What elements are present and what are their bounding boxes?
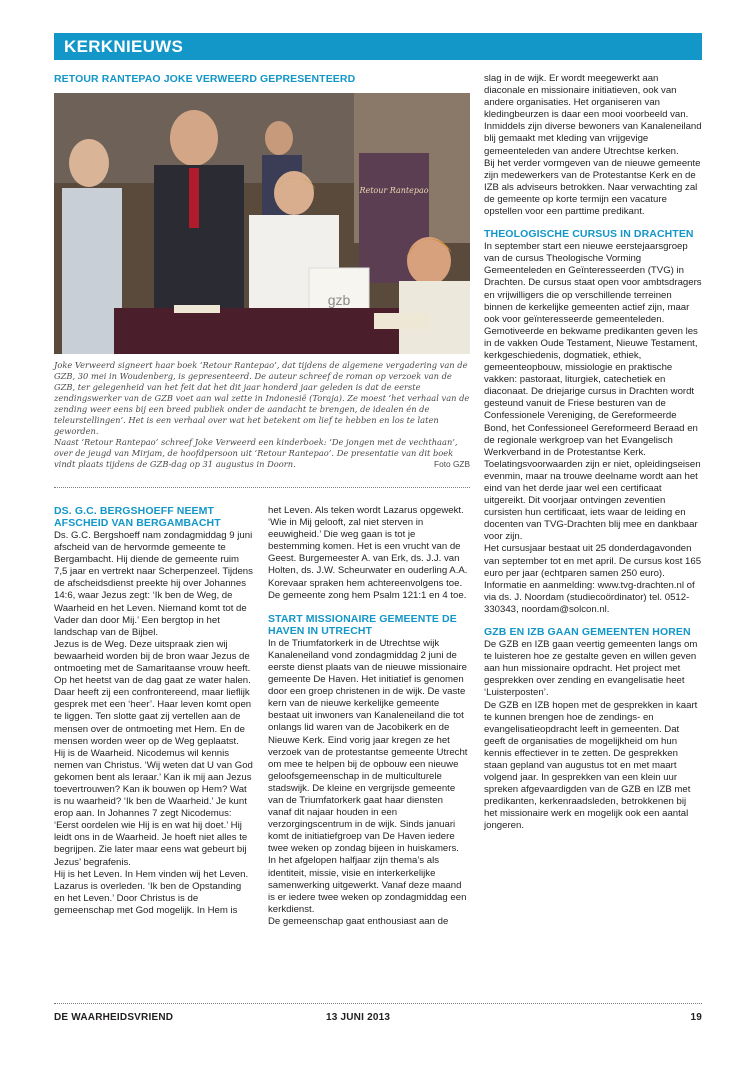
luisterposten-paragraph-1: De GZB en IZB gaan veertig gemeenten langs om te luisteren hoe ze gestalte geven en willen geven aan hun missionaire opdracht. Het project met gesprekken over zending en evangelisatie heet ‘Luisterposten’. [484, 639, 698, 699]
bergshoeff-paragraph-3: Hij is de Waarheid. Nicodemus wil kennis nemen van Christus. ‘Wij weten dat U van God gekomen bent als leraar.’ Kan ik mij aan Jezus toevertrouwen? Kan ik bouwen op Hem? Wat is nu waarheid? ‘Ik ben de Waarheid.’ Je kunt erop aan. In Johannes 7 zegt Nicodemus: ‘Eerst oordelen wie Hij is en wat hij doet.’ Hij leidt ons in de Waarheid. Je hoeft niet alles te begrijpen. Zie later maar eens wat gebeurt bij Jezus’ begrafenis. [54, 747, 253, 868]
caption-extra [54, 437, 470, 470]
footer-rule [54, 1003, 702, 1004]
footer-date: 13 JUNI 2013 [326, 1012, 391, 1023]
de-haven-paragraph-1: In de Triumfatorkerk in de Utrechtse wijk Kanaleneiland vond zondagmiddag 2 juni de eerste dienst plaats van de nieuwe missionaire gemeente De Haven. Het initiatief is genomen door een groep christenen in de wijk. De vaste kern van de nieuwe kerkelijke gemeente bestaat uit inwoners van Kanaleneiland die tot onlangs lid waren van de Jacobikerk en de Nieuwe Kerk. Eind vorig jaar kregen ze het verzoek van de protestantse gemeente Utrecht om mee te helpen bij de opbouw een nieuwe geloofsgemeenschap in de multiculturele stadswijk. De kleine en vergrijsde gemeente van de Triumfatorkerk gaat haar diensten vanaf dit najaar houden in een verzorgingscentrum in de wijk. Sinds januari komt de initiatiefgroep van De Haven iedere twee weken op zondag bijeen in huiskamers. In het afgelopen halfjaar zijn thema’s als identiteit, missie, visie en interkerkelijke samenwerking uitgewerkt. Vanaf deze maand is er iedere twee weken op zondagmiddag een kerkdienst. [268, 637, 468, 915]
de-haven-paragraph-4: Bij het verder vormgeven van de nieuwe gemeente zijn medewerkers van de Protestantse Kerk en de IZB als adviseurs betrokken. Naar verwachting zal de gemeente op korte termijn een vacature opstellen voor een parttime predikant. [484, 157, 701, 218]
caption-extra-text: Naast ‘Retour Rantepao’ schreef Joke Verweerd een kinderboek: ‘De jongen met de vechthaan’, over de jeugd van Mirjam, de hoofdpersoon uit ‘Retour Rantepao’. De presentatie van dit boek vindt plaats tijdens de GZB-dag op 31 augustus in Doorn. [54, 437, 458, 469]
photo-illustration [54, 93, 470, 354]
lead-photo [54, 93, 470, 354]
bergshoeff-paragraph-2: Jezus is de Weg. Deze uitspraak zien wij bewaarheid worden bij de bron waar Jezus de ontmoeting met de Samaritaanse vrouw heeft. Op het heetst van de dag gaat ze water halen. Daar heeft zij een confrontereend, maar lieflijk gesprek met een ‘heer’. Haar leven komt open te liggen. Ten slotte gaat zij vertellen aan de mensen over de ontmoeting met Hem. En de mensen worden weer op de Weg geplaatst. [54, 638, 252, 747]
caption-text: Joke Verweerd signeert haar boek ‘Retour Rantepao’, dat tijdens de algemene vergadering van de GZB, 30 mei in Woudenberg, is gepresenteerd. De auteur schreef de roman op verzoek van de GZB, ter gelegenheid van het feit dat het dit jaar honderd jaar geleden is dat de eerste zendingswerker van de GZB voet aan wal zette in Indonesië (Toraja). Ze moest ‘het verhaal van de zending weer eens bij een breed publiek onder de aandacht te brengen, de idealen én de teleurstellingen’. Het is een verhaal over wat het betekent om lief te hebben en los te laten geworden. [54, 360, 470, 436]
drachten-paragraph-1: In september start een nieuwe eerstejaarsgroep van de cursus Theologische Vorming Gemeenteleden en Geïnteresseerden (TVG) in Drachten. De cursus staat open voor ambtsdragers en vrijwilligers die op verschillende terreinen binnen de kerkelijke gemeenten actief zijn, maar ook voor geïnteresseerde gemeenteleden. Gemotiveerde en bekwame predikanten geven les in de vakken Oude Testament, Nieuwe Testament, kerkgeschiedenis, dogmatiek, ethiek, gemeenteopbouw, missiologie en praktische vakken: pastoraat, liturgiek, catechetiek en diaconaat. De driejarige cursus in Drachten wordt gesteund vanuit de Friese besturen van de Confessionele Vereniging, de Gereformeerde Bond, het Confessioneel Gereformeerd Beraad en de regionale werkgroep van het Evangelisch Werkverband in de Protestantse Kerk. Toelatingsvoorwaarden zijn er niet, opleidingseisen evenmin, maar na trouwe deelname wordt aan het eind van het derde jaar wel een certificaat uitgereikt. Dit voorjaar ontvingen zeventien cursisten hun certificaat, iets waar de leiding en docenten van TVG-Drachten blij mee en dankbaar voor zijn. [484, 241, 702, 543]
lead-headline: RETOUR RANTEPAO JOKE VERWEERD GEPRESENTEERD [54, 73, 356, 85]
section-banner [54, 33, 702, 60]
footer-publication: DE WAARHEIDSVRIEND [54, 1012, 174, 1023]
bergshoeff-paragraph-1: Ds. G.C. Bergshoeff nam zondagmiddag 9 juni afscheid van de hervormde gemeente te Bergambacht. Hij diende de gemeente ruim 7,5 jaar en vertrekt naar Scherpenzeel. Tijdens de afscheidsdienst preekte hij over Johannes 14:6, waar Jezus zegt: ‘Ik ben de Weg, de Waarheid en het Leven. Niemand komt tot de Vader dan door Mij.’ Een bergtop in het landschap van de Bijbel. [54, 530, 253, 638]
bergshoeff-headline: DS. G.C. BERGSHOEFF NEEMT AFSCHEID VAN BERGAMBACHT [54, 505, 221, 529]
drachten-headline: THEOLOGISCHE CURSUS IN DRACHTEN [484, 228, 694, 241]
luisterposten-paragraph-2: De GZB en IZB hopen met de gesprekken in kaart te kunnen brengen hoe de zendings- en evangelisatieopdracht leeft in gemeenten. Dat geeft de organisaties de mogelijkheid om hun kennis effectiever in te zetten. De gesprekken staan gepland van augustus tot en met maart volgend jaar. In gesprekken van een klein uur spreken afgevaardigden van de GZB en IZB met predikanten, kerkenraadsleden, betrokkenen bij het missionaire werk en mogelijk ook een aantal jongeren. [484, 699, 698, 832]
de-haven-paragraph-2: De gemeenschap gaat enthousiast aan de [268, 915, 449, 927]
luisterposten-headline: GZB EN IZB GAAN GEMEENTEN HOREN [484, 626, 691, 639]
lead-separator [54, 487, 470, 488]
de-haven-paragraph-3: slag in de wijk. Er wordt meegewerkt aan diaconale en missionaire initiatieven, ook van andere organisaties. Het organiseren van kledingbeurzen is daar een mooi voorbeeld van. Inmiddels zijn diverse bewoners van Kanaleneiland blij gemaakt met kleding van vrijgevige gemeenteleden van andere Utrechtse kerken. [484, 73, 702, 157]
drachten-paragraph-2: Het cursusjaar bestaat uit 25 donderdagavonden van september tot en met april. De cursus kost 165 euro per jaar (echtparen samen 250 euro). Informatie en aanmelding: www.tvg-drachten.nl of via ds. J. Noordam (studiecoördinator) tel. 0512-330343, noordam@solcon.nl. [484, 543, 702, 615]
column-2 [268, 505, 468, 928]
de-haven-headline: START MISSIONAIRE GEMEENTE DE HAVEN IN UTRECHT [268, 612, 457, 637]
section-title: KERKNIEUWS [64, 37, 184, 56]
column-3 [484, 73, 702, 833]
book-banner-text: Retour Rantepao [359, 186, 429, 195]
bergshoeff-paragraph-4: Hij is het Leven. In Hem vinden wij het Leven. Lazarus is overleden. ‘Ik ben de Opstanding en het Leven.’ Door Christus is de gemeenschap met God mogelijk. In Hem is [54, 868, 249, 916]
bag-logo-text: gzb [327, 292, 351, 308]
footer-page-number: 19 [690, 1012, 702, 1023]
photo-caption [54, 360, 470, 470]
bergshoeff-paragraph-5: het Leven. Als teken wordt Lazarus opgewekt. ‘Wie in Mij gelooft, zal niet sterven in eeuwigheid.’ Die weg gaan is tot je bestemming komen. Het is een vrucht van de Geest. Burgemeester A. van Erk, ds. J.J. van Holten, ds. J.W. Scheurwater en ouderling A.A. Korevaar spraken hem achtereenvolgens toe. De gemeente zong hem Psalm 121:1 en 4 toe. [268, 505, 468, 601]
photo-credit: Foto GZB [434, 459, 470, 469]
column-1 [54, 505, 254, 917]
